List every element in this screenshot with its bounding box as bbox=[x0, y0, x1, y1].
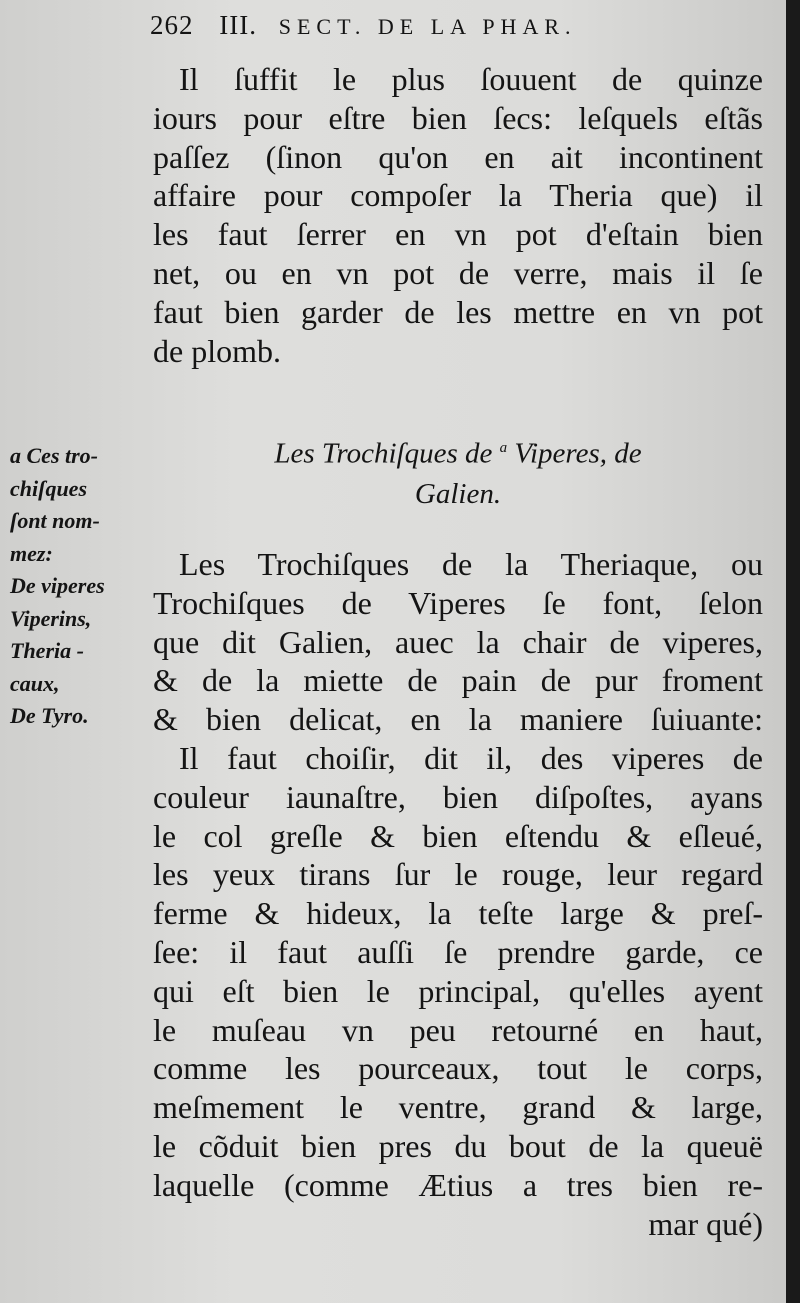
margin-note-line: De Tyro. bbox=[10, 703, 89, 728]
text-line: Il faut choiſir, dit il, des viperes de bbox=[179, 739, 763, 776]
footnote-mark: a bbox=[499, 440, 508, 456]
text-line: & bien delicat, en la maniere ſuiuante: bbox=[153, 701, 763, 738]
text-line: mar qué) bbox=[648, 1205, 763, 1242]
text-line: net, ou en vn pot de verre, mais il ſe bbox=[153, 254, 763, 291]
text-line: couleur iaunaſtre, bien diſpoſtes, ayans bbox=[153, 778, 763, 815]
text-line: laquelle (comme Ætius a tres bien re- bbox=[153, 1166, 763, 1203]
text-line: le cõduit bien pres du bout de la queuë bbox=[153, 1127, 763, 1164]
text-line: les faut ſerrer en vn pot d'eſtain bien bbox=[153, 216, 763, 253]
margin-note-line: ſont nom- bbox=[10, 508, 100, 533]
running-head-title: SECT. DE LA PHAR. bbox=[278, 14, 577, 39]
text-line: & de la miette de pain de pur froment bbox=[153, 662, 763, 699]
section-heading bbox=[153, 428, 763, 514]
margin-note-line: caux, bbox=[10, 670, 60, 696]
text-line: Il ſuffit le plus ſouuent de quinze bbox=[179, 61, 763, 97]
text-line: le col greſle & bien eſtendu & eſleué, bbox=[153, 817, 763, 854]
marginal-note bbox=[10, 440, 150, 733]
margin-note-line: De viperes bbox=[10, 573, 105, 598]
text-line: meſmement le ventre, grand & large, bbox=[153, 1089, 763, 1126]
paragraph-1 bbox=[153, 60, 763, 370]
margin-note-line: mez: bbox=[10, 540, 53, 566]
margin-note-line: chiſques bbox=[10, 475, 87, 501]
text-line: affaire pour compoſer la Theria que) il bbox=[153, 177, 763, 214]
page-edge-shadow bbox=[786, 0, 793, 1303]
running-head-section: III. bbox=[219, 10, 257, 40]
text-line: qui eſt bien le principal, qu'elles ayent bbox=[153, 972, 763, 1009]
margin-note-line: a Ces tro- bbox=[10, 443, 98, 468]
margin-note-line: Theria - bbox=[10, 638, 84, 663]
text-line: paſſez (ſinon qu'on en ait incontinent bbox=[153, 138, 763, 175]
text-line: que dit Galien, auec la chair de viperes, bbox=[153, 623, 763, 660]
text-line: ſee: il faut auſſi ſe prendre garde, ce bbox=[153, 933, 763, 970]
running-head bbox=[150, 10, 760, 41]
text-line: comme les pourceaux, tout le corps, bbox=[153, 1050, 763, 1087]
text-line: ferme & hideux, la teſte large & preſ- bbox=[153, 895, 763, 932]
text-line: Trochiſques de Viperes ſe font, ſelon bbox=[153, 584, 763, 621]
page-number: 262 bbox=[150, 10, 194, 40]
margin-note-line: Viperins, bbox=[10, 605, 92, 631]
paragraph-2 bbox=[153, 545, 763, 1243]
heading-line-1: Les Trochiſques de $^a$ Viperes, de bbox=[274, 437, 642, 470]
text-line: Les Trochiſques de la Theriaque, ou bbox=[179, 546, 763, 582]
text-line: de plomb. bbox=[153, 332, 281, 369]
heading-line-2: Galien. bbox=[414, 477, 502, 510]
text-line: faut bien garder de les mettre en vn pot bbox=[153, 293, 763, 330]
text-line: iours pour eſtre bien ſecs: leſquels eſtãs bbox=[153, 99, 763, 136]
text-line: le muſeau vn peu retourné en haut, bbox=[153, 1011, 763, 1048]
text-line: les yeux tirans ſur le rouge, leur regard bbox=[153, 856, 763, 893]
